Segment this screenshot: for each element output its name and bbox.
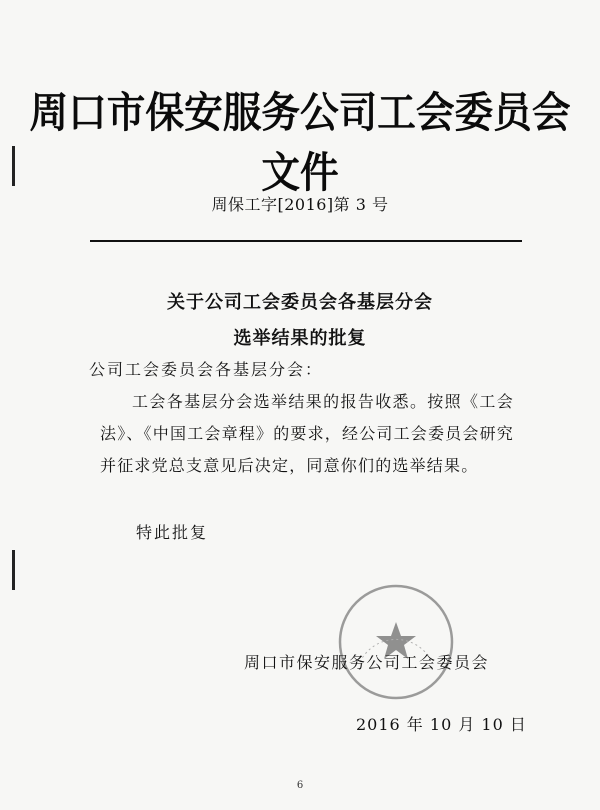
issuer-name: 周口市保安服务公司工会委员会 bbox=[244, 653, 490, 672]
binding-mark bbox=[12, 146, 15, 186]
body-paragraph: 工会各基层分会选举结果的报告收悉。按照《工会法》、《中国工会章程》的要求，经公司工会委员会研究并征求党总支意见后决定，同意你们的选举结果。 bbox=[100, 392, 515, 475]
issue-date: 2016 年 10 月 10 日 bbox=[356, 715, 527, 734]
official-seal bbox=[336, 582, 456, 702]
document-number: 周保工字[2016]第 3 号 bbox=[211, 195, 389, 214]
subject-line-2: 选举结果的批复 bbox=[233, 328, 367, 349]
binding-mark bbox=[12, 550, 15, 590]
salutation: 公司工会委员会各基层分会： bbox=[89, 360, 324, 379]
page-number: 6 bbox=[296, 780, 304, 791]
header-title: 周口市保安服务公司工会委员会文件 bbox=[29, 88, 571, 197]
header-divider bbox=[90, 240, 522, 242]
closing-phrase: 特此批复 bbox=[136, 523, 209, 542]
subject-line-1: 关于公司工会委员会各基层分会 bbox=[167, 292, 433, 313]
